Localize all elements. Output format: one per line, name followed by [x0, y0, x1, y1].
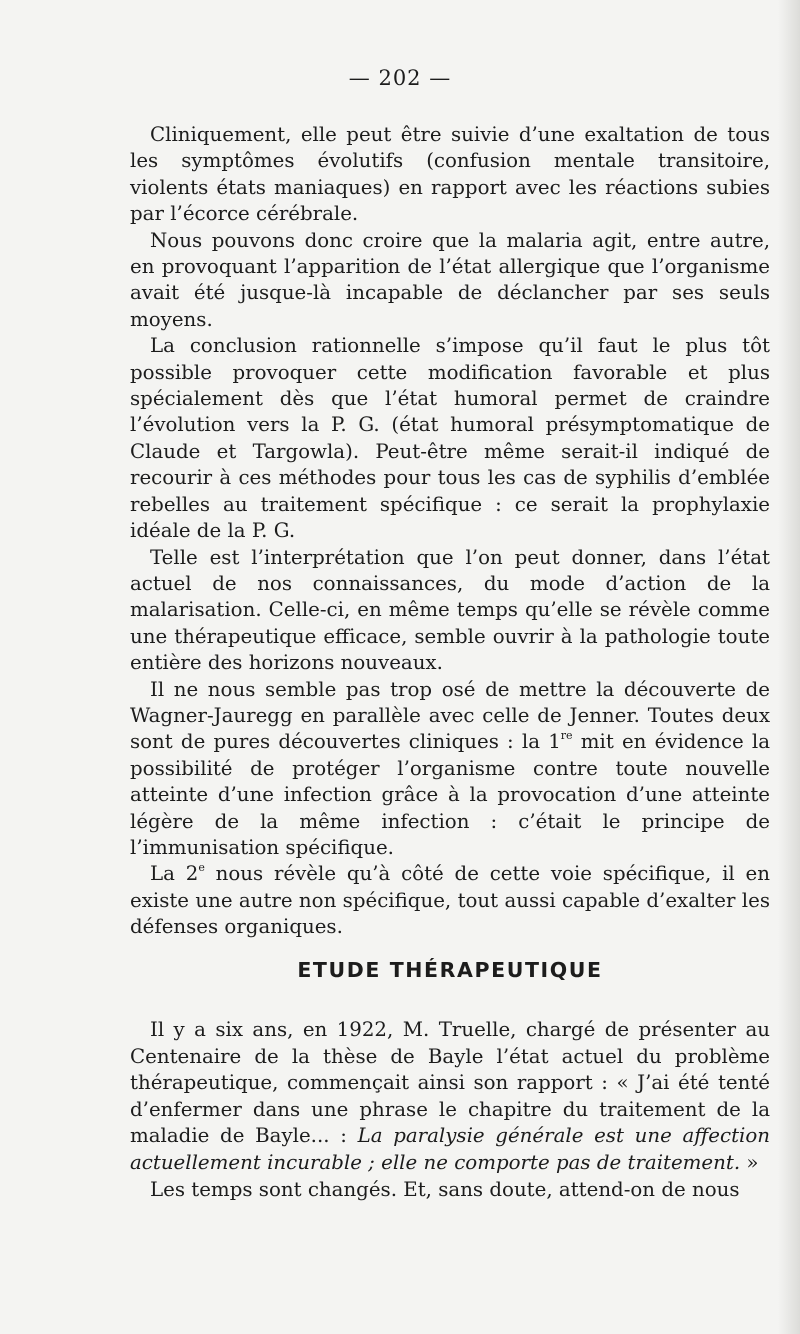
paragraph-rational-conclusion: La conclusion rationnelle s’impose qu’il faut le plus tôt possible provoquer cette modification favorable et plus spécialement dès que l’état humoral permet de craindre l’évolution vers la P. G. (état humoral présymptomatique de Claude et Targowla). Peut-être même serait-il indiqué de recourir à ces méthodes pour tous les cas de syphilis d’emblée rebelles au traitement spécifique : ce serait la prophylaxie idéale de la P. G. — [130, 334, 770, 543]
truelle-italic-quote: La paralysie générale est une affection actuellement incurable ; elle ne comporte pas de traitement. — [130, 1124, 770, 1174]
paragraph-wagner-jenner — [130, 677, 770, 862]
page-edge-shadow — [778, 0, 800, 1334]
non-specific-text-start: La 2 — [150, 862, 199, 886]
paragraph-clinical-exaltation: Cliniquement, elle peut être suivie d’une exaltation de tous les symptômes évolutifs (confusion mentale transitoire, violents états maniaques) en rapport avec les réactions subies par l’écorce cérébrale. — [130, 123, 770, 226]
paragraph-non-specific-path — [130, 861, 770, 940]
section-heading-therapeutic-study: ETUDE THÉRAPEUTIQUE — [297, 958, 603, 982]
ordinal-superscript-second: e — [198, 861, 205, 875]
page-number: — 202 — — [348, 66, 452, 90]
paragraph-times-changed: Les temps sont changés. Et, sans doute, attend-on de nous — [150, 1177, 740, 1201]
paragraph-interpretation: Telle est l’interprétation que l’on peut donner, dans l’état actuel de nos connaissances, du mode d’action de la malarisation. Celle-ci, en même temps qu’elle se révèle comme une thérapeutique efficace, semble ouvrir à la pathologie toute entière des horizons nouveaux. — [130, 545, 770, 675]
paragraph-allergic-state: Nous pouvons donc croire que la malaria agit, entre autre, en provoquant l’apparition de l’état allergique que l’organisme avait été jusque-là incapable de déclancher par ses seuls moyens. — [130, 228, 770, 331]
ordinal-superscript-first: re — [560, 729, 573, 743]
wagner-jenner-text-start: Il ne nous semble pas trop osé de mettre la découverte de Wagner-Jauregg en parallèle avec celle de Jenner. Toutes deux sont de pures découvertes cliniques : la 1 — [130, 677, 770, 754]
body-text-continuation — [130, 122, 770, 941]
non-specific-text-end: nous révèle qu’à côté de cette voie spécifique, il en existe une autre non spécifique, tout aussi capable d’exalter les défenses organiques. — [130, 862, 770, 939]
truelle-quote-close: » — [740, 1150, 759, 1174]
paragraph-truelle-report — [130, 1017, 770, 1177]
wagner-jenner-text-end: mit en évidence la possibilité de protéger l’organisme contre toute nouvelle atteinte d’une infection grâce à la provocation d’une atteinte légère de la même infection : c’était le principe de l’immunisation spécifique. — [130, 730, 770, 859]
section-body-text — [130, 1017, 770, 1203]
truelle-text-start: Il y a six ans, en 1922, M. Truelle, chargé de présenter au Centenaire de la thèse de Bayle l’état actuel du problème thérapeutique, commençait ainsi son rapport : « J’ai été tenté d’enfermer dans une phrase le chapitre du traitement de la maladie de Bayle... : — [130, 1018, 770, 1148]
